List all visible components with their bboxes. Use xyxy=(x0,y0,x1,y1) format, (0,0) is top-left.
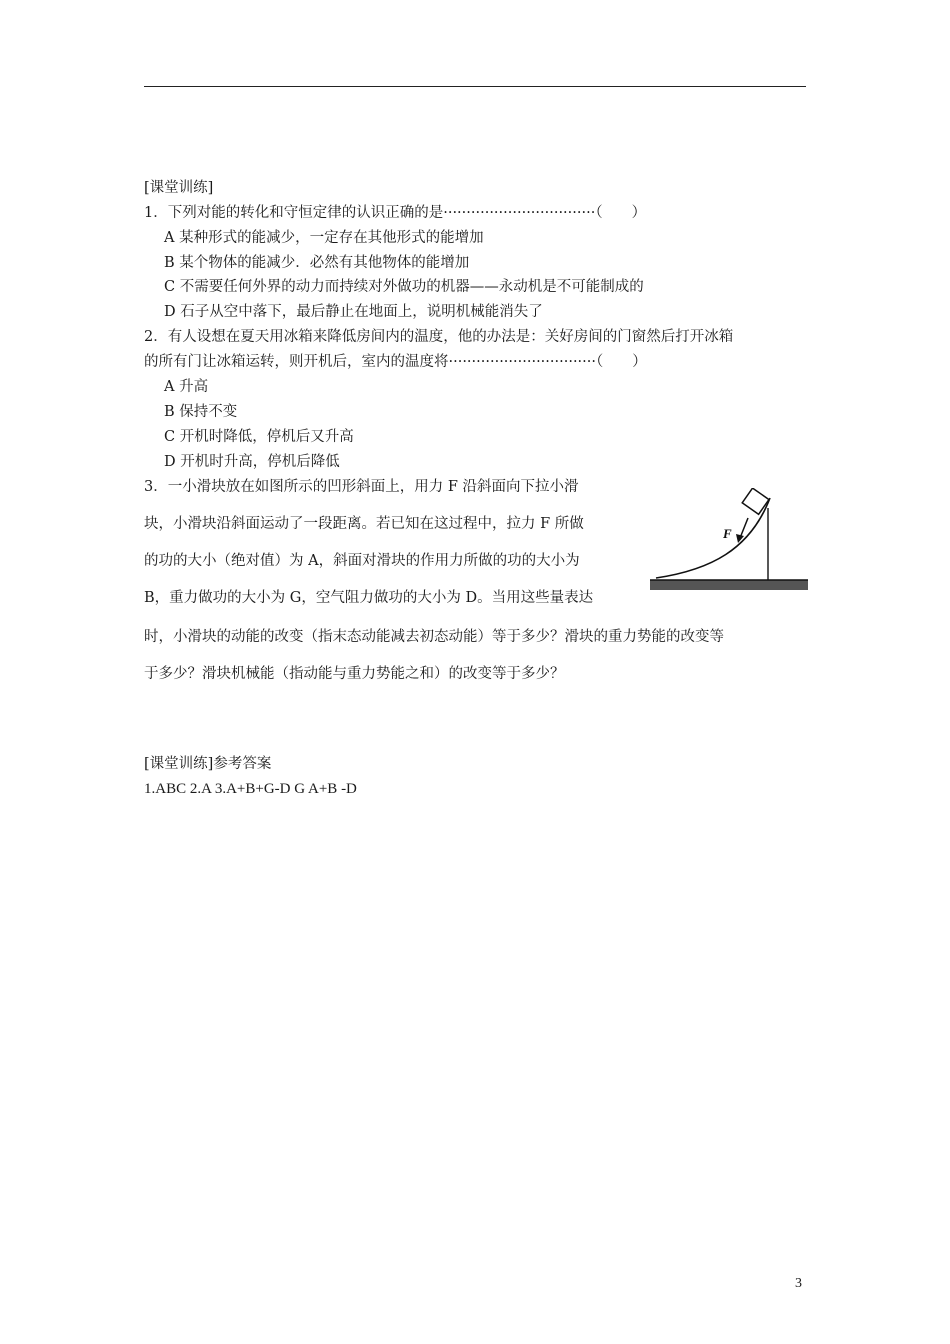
force-label: F xyxy=(723,526,732,541)
page-number: 3 xyxy=(795,1276,802,1291)
answers-title: [课堂训练]参考答案 xyxy=(144,756,272,772)
question-3-line-3: 的功的大小（绝对值）为 A，斜面对滑块的作用力所做的功的大小为 xyxy=(144,553,580,569)
question-2-stem-line-2: 的所有门让冰箱运转，则开机后，室内的温度将································（ ） xyxy=(144,354,647,370)
force-arrow-shaft xyxy=(740,518,748,538)
question-3-line-6: 于多少？滑块机械能（指动能与重力势能之和）的改变等于多少？ xyxy=(144,666,565,682)
ground xyxy=(650,580,808,590)
question-2-option-b: B 保持不变 xyxy=(164,404,238,420)
answers-line: 1.ABC 2.A 3.A+B+G-D G A+B -D xyxy=(144,781,357,797)
question-3-line-5: 时，小滑块的动能的改变（指末态动能减去初态动能）等于多少？滑块的重力势能的改变等 xyxy=(144,629,724,645)
question-1-stem: 1．下列对能的转化和守恒定律的认识正确的是·································（ ） xyxy=(144,205,647,221)
question-1-option-a: A 某种形式的能减少，一定存在其他形式的能增加 xyxy=(164,230,484,246)
header-rule xyxy=(144,86,806,87)
question-2-stem-line-1: 2．有人设想在夏天用冰箱来降低房间内的温度，他的办法是：关好房间的门窗然后打开冰箱 xyxy=(144,329,734,345)
question-3-line-1: 3．一小滑块放在如图所示的凹形斜面上，用力 F 沿斜面向下拉小滑 xyxy=(144,479,579,495)
question-1-option-d: D 石子从空中落下，最后静止在地面上，说明机械能消失了 xyxy=(164,304,543,320)
question-2-option-a: A 升高 xyxy=(164,379,209,395)
question-2-option-c: C 开机时降低，停机后又升高 xyxy=(164,429,354,445)
question-1-option-c: C 不需要任何外界的动力而持续对外做功的机器——永动机是不可能制成的 xyxy=(164,279,644,295)
section-title: [课堂训练] xyxy=(144,180,214,196)
concave-slope-figure xyxy=(650,488,810,600)
question-1-option-b: B 某个物体的能减少．必然有其他物体的能增加 xyxy=(164,255,470,271)
question-3-line-2: 块，小滑块沿斜面运动了一段距离。若已知在这过程中，拉力 F 所做 xyxy=(144,516,584,532)
question-3-line-4: B，重力做功的大小为 G，空气阻力做功的大小为 D。当用这些量表达 xyxy=(144,590,594,606)
question-2-option-d: D 开机时升高，停机后降低 xyxy=(164,454,340,470)
